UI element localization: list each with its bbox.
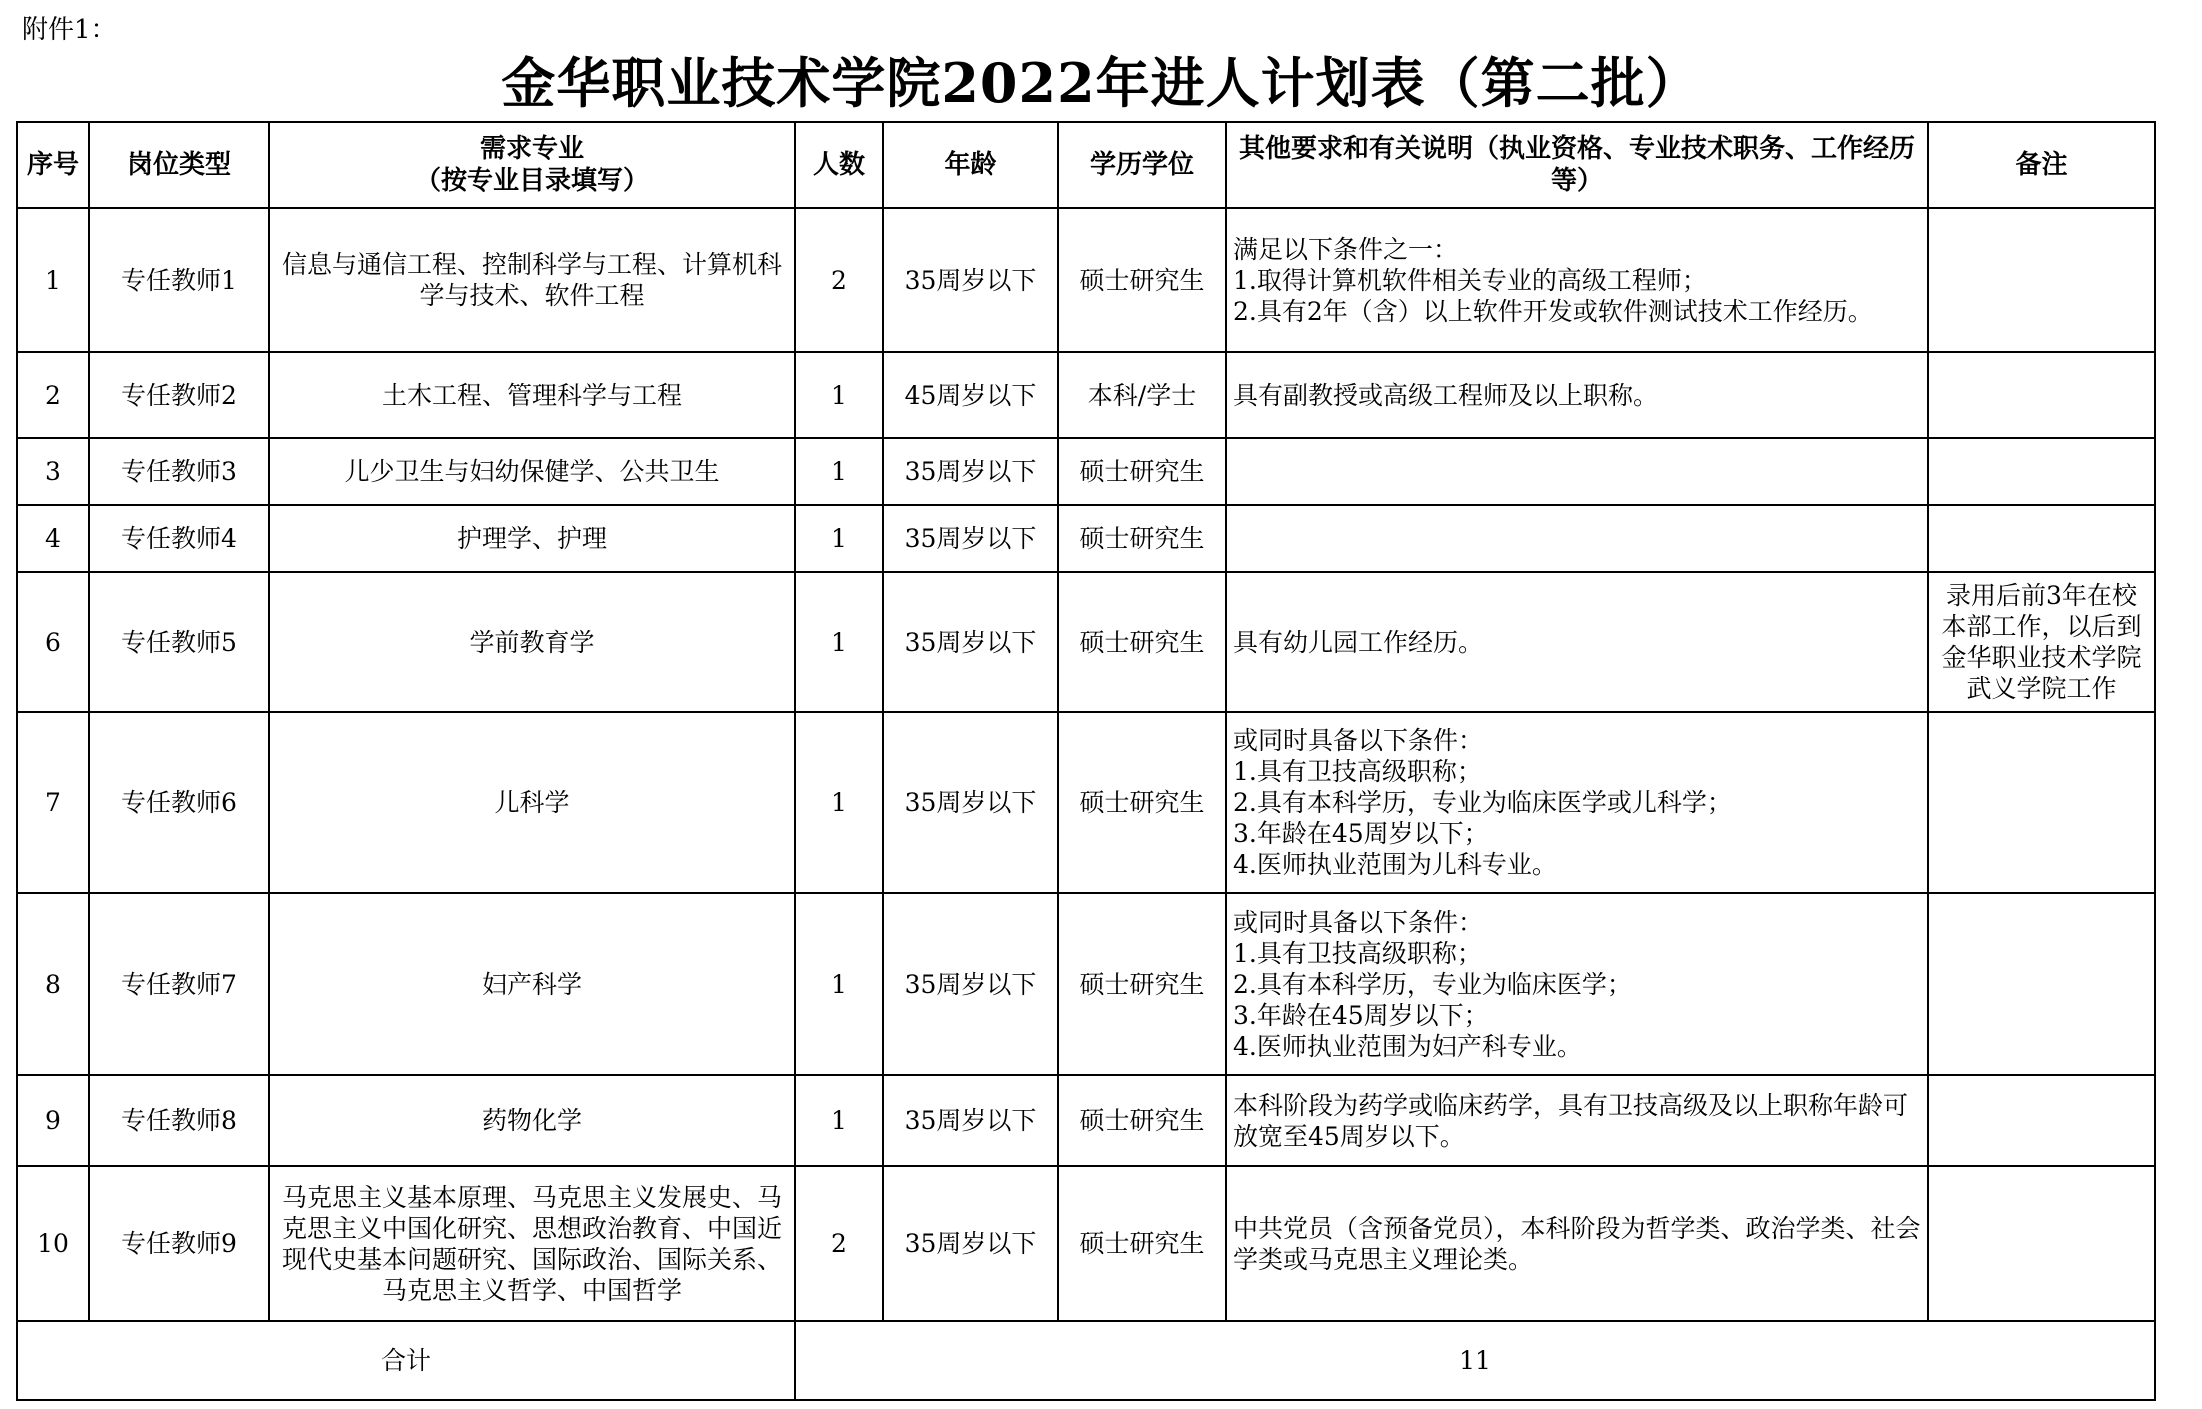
- requirement-line: 3.年龄在45周岁以下；: [1233, 1000, 1489, 1030]
- cell-requirements: [1226, 893, 1928, 1075]
- requirement-line: 2.具有本科学历，专业为临床医学或儿科学；: [1233, 788, 1732, 817]
- cell-requirements: [1226, 352, 1928, 438]
- cell-degree: 硕士研究生: [1058, 208, 1226, 352]
- requirement-line: 具有副教授或高级工程师及以上职称。: [1233, 380, 1659, 410]
- cell-age: 35周岁以下: [883, 1166, 1058, 1321]
- table-row: [17, 1075, 2155, 1166]
- header-row: [17, 122, 2155, 208]
- cell-remarks: [1928, 438, 2155, 505]
- cell-requirements: [1226, 438, 1928, 505]
- cell-index: 8: [17, 893, 89, 1075]
- requirement-line: 具有幼儿园工作经历。: [1233, 627, 1484, 657]
- cell-age: 35周岁以下: [883, 712, 1058, 893]
- requirement-line: 4.医师执业范围为儿科专业。: [1233, 850, 1557, 879]
- table-row: [17, 572, 2155, 712]
- cell-major: 药物化学: [269, 1075, 795, 1166]
- cell-count: 2: [795, 1166, 883, 1321]
- header-major-line1: 需求专业: [479, 134, 584, 164]
- cell-degree: 硕士研究生: [1058, 893, 1226, 1075]
- cell-index: 6: [17, 572, 89, 712]
- cell-age: 35周岁以下: [883, 893, 1058, 1075]
- table-row: [17, 712, 2155, 893]
- total-value: 11: [795, 1321, 2155, 1400]
- requirement-line: 或同时具备以下条件：: [1233, 726, 1484, 755]
- cell-age: 35周岁以下: [883, 572, 1058, 712]
- cell-age: 35周岁以下: [883, 505, 1058, 572]
- cell-remarks: 录用后前3年在校本部工作，以后到金华职业技术学院武义学院工作: [1928, 572, 2155, 712]
- cell-age: 35周岁以下: [883, 438, 1058, 505]
- cell-major: 儿少卫生与妇幼保健学、公共卫生: [269, 438, 795, 505]
- requirement-line: 或同时具备以下条件：: [1233, 907, 1484, 937]
- cell-remarks: [1928, 1075, 2155, 1166]
- cell-degree: 硕士研究生: [1058, 1166, 1226, 1321]
- requirement-line: 4.医师执业范围为妇产科专业。: [1233, 1031, 1582, 1061]
- requirement-line: 1.具有卫技高级职称；: [1233, 757, 1482, 786]
- requirement-line: 1.具有卫技高级职称；: [1233, 938, 1482, 968]
- total-row: [17, 1321, 2155, 1400]
- cell-post-type: 专任教师2: [89, 352, 269, 438]
- requirement-line: 本科阶段为药学或临床药学，具有卫技高级及以上职称年龄可放宽至45周岁以下。: [1233, 1090, 1909, 1151]
- cell-index: 4: [17, 505, 89, 572]
- cell-count: 1: [795, 1075, 883, 1166]
- cell-remarks: [1928, 208, 2155, 352]
- cell-count: 1: [795, 893, 883, 1075]
- header-post-type: 岗位类型: [89, 122, 269, 208]
- cell-count: 1: [795, 712, 883, 893]
- cell-age: 35周岁以下: [883, 1075, 1058, 1166]
- total-label: 合计: [17, 1321, 795, 1400]
- cell-count: 1: [795, 352, 883, 438]
- cell-post-type: 专任教师4: [89, 505, 269, 572]
- cell-major: 儿科学: [269, 712, 795, 893]
- table-row: [17, 208, 2155, 352]
- cell-requirements: [1226, 505, 1928, 572]
- cell-major: 学前教育学: [269, 572, 795, 712]
- header-degree: 学历学位: [1058, 122, 1226, 208]
- table-row: [17, 352, 2155, 438]
- cell-post-type: 专任教师8: [89, 1075, 269, 1166]
- header-index: 序号: [17, 122, 89, 208]
- cell-count: 1: [795, 505, 883, 572]
- cell-major: 护理学、护理: [269, 505, 795, 572]
- cell-count: 1: [795, 572, 883, 712]
- cell-remarks: [1928, 712, 2155, 893]
- cell-requirements: [1226, 1075, 1928, 1166]
- header-age: 年龄: [883, 122, 1058, 208]
- cell-count: 2: [795, 208, 883, 352]
- cell-post-type: 专任教师9: [89, 1166, 269, 1321]
- header-requirements: 其他要求和有关说明（执业资格、专业技术职务、工作经历等）: [1226, 122, 1928, 208]
- cell-major: 马克思主义基本原理、马克思主义发展史、马克思主义中国化研究、思想政治教育、中国近现代史基本问题研究、国际政治、国际关系、马克思主义哲学、中国哲学: [269, 1166, 795, 1321]
- requirement-line: 2.具有2年（含）以上软件开发或软件测试技术工作经历。: [1233, 296, 1873, 326]
- header-major: [269, 122, 795, 208]
- requirement-line: 中共党员（含预备党员），本科阶段为哲学类、政治学类、社会学类或马克思主义理论类。: [1233, 1213, 1921, 1274]
- cell-index: 9: [17, 1075, 89, 1166]
- requirement-line: 满足以下条件之一：: [1233, 234, 1459, 264]
- table-row: [17, 438, 2155, 505]
- attachment-label: 附件1：: [22, 15, 117, 45]
- cell-index: 10: [17, 1166, 89, 1321]
- table-body: [17, 208, 2155, 1321]
- hiring-plan-table: [16, 121, 2156, 1401]
- cell-age: 35周岁以下: [883, 208, 1058, 352]
- cell-count: 1: [795, 438, 883, 505]
- cell-index: 7: [17, 712, 89, 893]
- cell-post-type: 专任教师6: [89, 712, 269, 893]
- cell-major: 土木工程、管理科学与工程: [269, 352, 795, 438]
- cell-degree: 硕士研究生: [1058, 572, 1226, 712]
- cell-index: 2: [17, 352, 89, 438]
- cell-requirements: [1226, 208, 1928, 352]
- page-title: 金华职业技术学院2022年进人计划表（第二批）: [501, 51, 1701, 115]
- cell-post-type: 专任教师7: [89, 893, 269, 1075]
- header-remarks: 备注: [1928, 122, 2155, 208]
- requirement-line: 3.年龄在45周岁以下；: [1233, 819, 1489, 848]
- cell-degree: 硕士研究生: [1058, 712, 1226, 893]
- cell-major: 信息与通信工程、控制科学与工程、计算机科学与技术、软件工程: [269, 208, 795, 352]
- cell-remarks: [1928, 505, 2155, 572]
- cell-degree: 本科/学士: [1058, 352, 1226, 438]
- cell-index: 3: [17, 438, 89, 505]
- requirement-line: 2.具有本科学历，专业为临床医学；: [1233, 969, 1632, 999]
- cell-requirements: [1226, 712, 1928, 893]
- table-row: [17, 893, 2155, 1075]
- cell-post-type: 专任教师3: [89, 438, 269, 505]
- cell-age: 45周岁以下: [883, 352, 1058, 438]
- cell-major: 妇产科学: [269, 893, 795, 1075]
- cell-degree: 硕士研究生: [1058, 505, 1226, 572]
- cell-degree: 硕士研究生: [1058, 438, 1226, 505]
- cell-remarks: [1928, 1166, 2155, 1321]
- table-row: [17, 505, 2155, 572]
- header-count: 人数: [795, 122, 883, 208]
- header-major-line2: （按专业目录填写）: [414, 166, 649, 196]
- cell-degree: 硕士研究生: [1058, 1075, 1226, 1166]
- cell-remarks: [1928, 893, 2155, 1075]
- table-row: [17, 1166, 2155, 1321]
- cell-post-type: 专任教师5: [89, 572, 269, 712]
- cell-index: 1: [17, 208, 89, 352]
- cell-remarks: [1928, 352, 2155, 438]
- cell-post-type: 专任教师1: [89, 208, 269, 352]
- requirement-line: 1.取得计算机软件相关专业的高级工程师；: [1233, 265, 1707, 295]
- cell-requirements: [1226, 572, 1928, 712]
- cell-requirements: [1226, 1166, 1928, 1321]
